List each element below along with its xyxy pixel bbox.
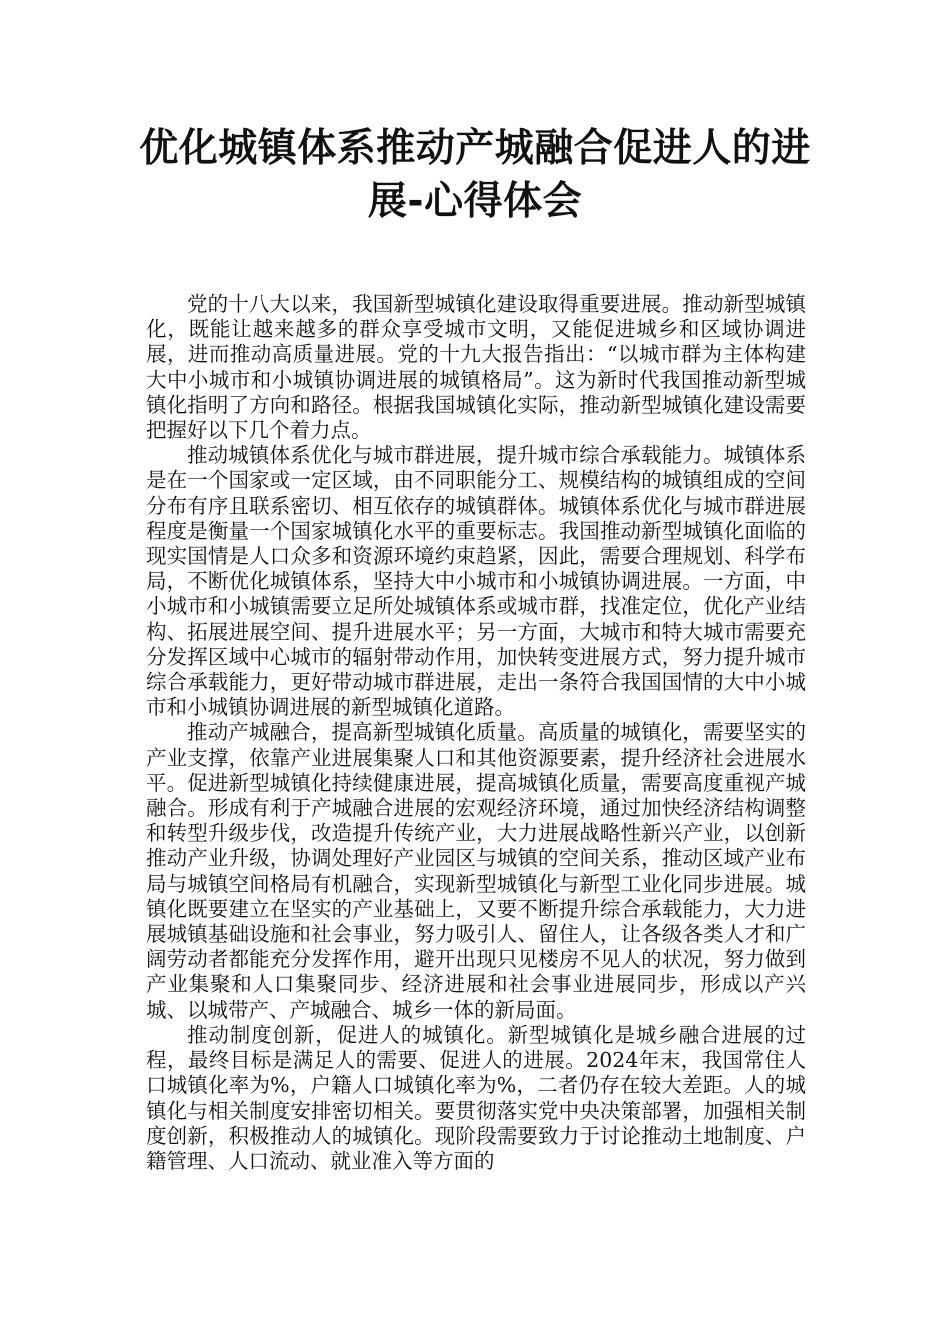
paragraph-city-system: 推动城镇体系优化与城市群进展，提升城市综合承载能力。城镇体系是在一个国家或一定区域，由不同职能分工、规模结构的城镇组成的空间分布有序且联系密切、相互依存的城镇群体。城镇体系优化与城市群进展程度是衡量一个国家城镇化水平的重要标志。我国推动新型城镇化面临的现实国情是人口众多和资源环境约束趋紧，因此，需要合理规划、科学布局，不断优化城镇体系，坚持大中小城市和小城镇协调进展。一方面，中小城市和小城镇需要立足所处城镇体系或城市群，找准定位，优化产业结构、拓展进展空间、提升进展水平；另一方面，大城市和特大城市需要充分发挥区域中心城市的辐射带动作用，加快转变进展方式，努力提升城市综合承载能力，更好带动城市群进展，走出一条符合我国国情的大中小城市和小城镇协调进展的新型城镇化道路。 (146, 443, 806, 720)
paragraph-institution: 推动制度创新，促进人的城镇化。新型城镇化是城乡融合进展的过程，最终目标是满足人的需要、促进人的进展。2024年末，我国常住人口城镇化率为%，户籍人口城镇化率为%，二者仍存在较大差距。人的城镇化与相关制度安排密切相关。要贯彻落实党中央决策部署，加强相关制度创新，积极推动人的城镇化。现阶段需要致力于讨论推动土地制度、户籍管理、人口流动、就业准入等方面的 (146, 1022, 806, 1173)
document-title: 优化城镇体系推动产城融合促进人的进展-心得体会 (139, 126, 811, 224)
paragraph-industry-city: 推动产城融合，提高新型城镇化质量。高质量的城镇化，需要坚实的产业支撑，依靠产业进展集聚人口和其他资源要素，提升经济社会进展水平。促进新型城镇化持续健康进展，提高城镇化质量，需要高度重视产城融合。形成有利于产城融合进展的宏观经济环境，通过加快经济结构调整和转型升级步伐，改造提升传统产业，大力进展战略性新兴产业，以创新推动产业升级，协调处理好产业园区与城镇的空间关系，推动区域产业布局与城镇空间格局有机融合，实现新型城镇化与新型工业化同步进展。城镇化既要建立在坚实的产业基础上，又要不断提升综合承载能力，大力进展城镇基础设施和社会事业，努力吸引人、留住人，让各级各类人才和广阔劳动者都能充分发挥作用，避开出现只见楼房不见人的状况，努力做到产业集聚和人口集聚同步、经济进展和社会事业进展同步，形成以产兴城、以城带产、产城融合、城乡一体的新局面。 (146, 720, 806, 1022)
document-body (146, 292, 806, 1174)
paragraph-intro: 党的十八大以来，我国新型城镇化建设取得重要进展。推动新型城镇化，既能让越来越多的群众享受城市文明，又能促进城乡和区域协调进展，进而推动高质量进展。党的十九大报告指出：“以城市群为主体构建大中小城市和小城镇协调进展的城镇格局”。这为新时代我国推动新型城镇化指明了方向和路径。根据我国城镇化实际，推动新型城镇化建设需要把握好以下几个着力点。 (146, 292, 806, 443)
